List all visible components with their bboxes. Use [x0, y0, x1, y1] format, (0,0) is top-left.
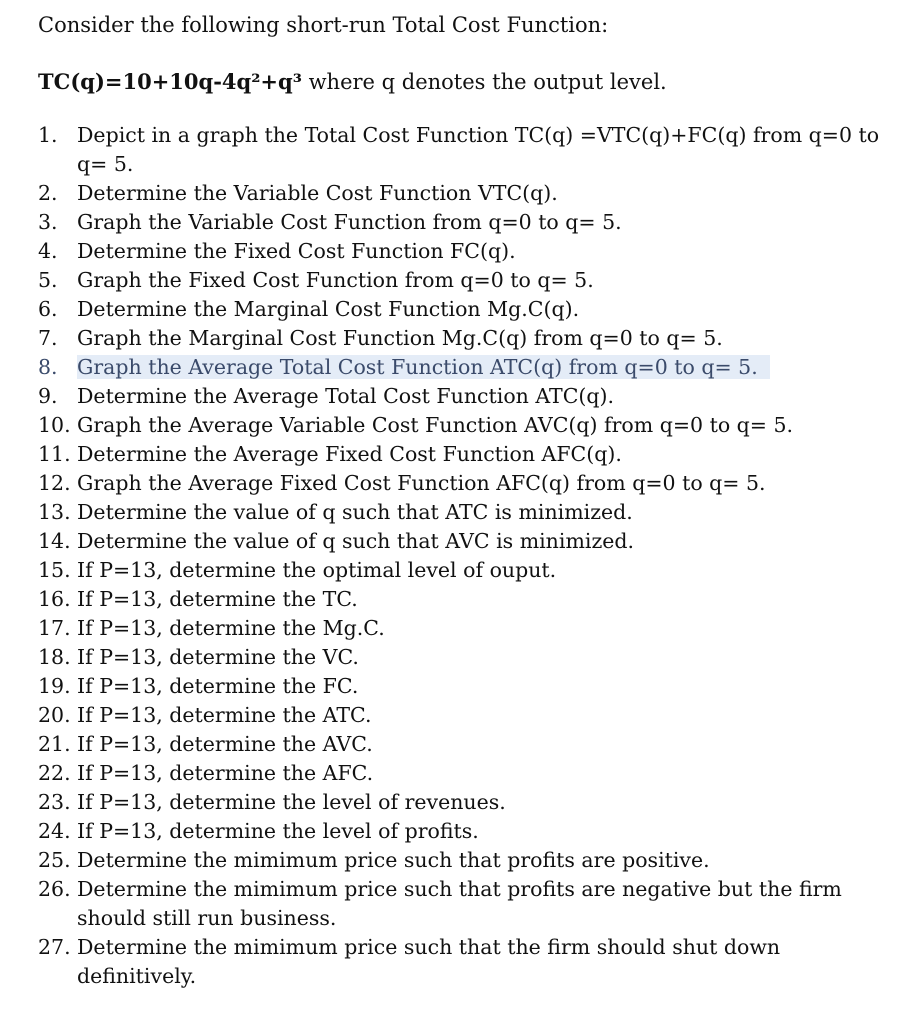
task-number: 3.: [38, 210, 58, 234]
task-list: [38, 121, 888, 991]
task-item: [38, 614, 888, 643]
task-item: [38, 846, 888, 875]
task-number: 21.: [38, 732, 71, 756]
task-text: Determine the mimimum price such that profits are positive.: [77, 848, 710, 872]
task-number: 13.: [38, 500, 71, 524]
task-text: Graph the Variable Cost Function from q=0 to q= 5.: [77, 210, 622, 234]
task-item: [38, 875, 888, 933]
task-number: 19.: [38, 674, 71, 698]
task-number: 12.: [38, 471, 71, 495]
task-text-selected[interactable]: Graph the Average Total Cost Function ATC(q) from q=0 to q= 5.: [77, 355, 770, 379]
task-text: If P=13, determine the level of revenues.: [77, 790, 506, 814]
task-number: 11.: [38, 442, 71, 466]
task-text: Determine the mimimum price such that profits are negative but the firm should still run business.: [77, 877, 842, 930]
task-text: If P=13, determine the AFC.: [77, 761, 374, 785]
task-text: If P=13, determine the TC.: [77, 587, 358, 611]
task-number: 23.: [38, 790, 71, 814]
task-item: [38, 817, 888, 846]
task-item: [38, 701, 888, 730]
task-item: [38, 295, 888, 324]
task-item-selected[interactable]: [38, 353, 888, 382]
task-text: Graph the Average Variable Cost Function AVC(q) from q=0 to q= 5.: [77, 413, 794, 437]
task-text: Depict in a graph the Total Cost Function TC(q) =VTC(q)+FC(q) from q=0 to q= 5.: [77, 123, 880, 176]
task-item: [38, 469, 888, 498]
task-text: If P=13, determine the level of profits.: [77, 819, 479, 843]
task-text: Graph the Average Fixed Cost Function AFC(q) from q=0 to q= 5.: [77, 471, 766, 495]
task-item: [38, 585, 888, 614]
task-number: 27.: [38, 935, 71, 959]
task-item: [38, 759, 888, 788]
task-text: Determine the value of q such that ATC is minimized.: [77, 500, 633, 524]
task-text: If P=13, determine the VC.: [77, 645, 359, 669]
task-number: 10.: [38, 413, 71, 437]
task-item: [38, 527, 888, 556]
task-text: Determine the mimimum price such that the firm should shut down definitively.: [77, 935, 781, 988]
task-number: 18.: [38, 645, 71, 669]
task-text: If P=13, determine the AVC.: [77, 732, 373, 756]
task-number: 25.: [38, 848, 71, 872]
task-number: 2.: [38, 181, 58, 205]
task-item: [38, 730, 888, 759]
task-number: 4.: [38, 239, 58, 263]
task-item: [38, 266, 888, 295]
task-number: 6.: [38, 297, 58, 321]
total-cost-formula: TC(q)=10+10q-4q²+q³: [38, 69, 302, 94]
task-item: [38, 382, 888, 411]
task-item: [38, 324, 888, 353]
task-item: [38, 208, 888, 237]
task-text: If P=13, determine the ATC.: [77, 703, 372, 727]
task-number: 14.: [38, 529, 71, 553]
formula-line: [38, 67, 888, 97]
task-item: [38, 643, 888, 672]
formula-description: where q denotes the output level.: [301, 70, 667, 94]
task-number: 22.: [38, 761, 71, 785]
task-text: Determine the Variable Cost Function VTC(q).: [77, 181, 558, 205]
task-text: Graph the Marginal Cost Function Mg.C(q) from q=0 to q= 5.: [77, 326, 723, 350]
task-number: 17.: [38, 616, 71, 640]
task-number: 7.: [38, 326, 58, 350]
task-item: [38, 788, 888, 817]
task-text: Determine the Average Fixed Cost Function AFC(q).: [77, 442, 622, 466]
task-number: 20.: [38, 703, 71, 727]
task-text: Determine the Fixed Cost Function FC(q).: [77, 239, 516, 263]
task-item: [38, 411, 888, 440]
task-text: Determine the Average Total Cost Function ATC(q).: [77, 384, 615, 408]
task-text: Determine the value of q such that AVC is minimized.: [77, 529, 635, 553]
task-number: 8.: [38, 355, 58, 379]
task-text: Determine the Marginal Cost Function Mg.C(q).: [77, 297, 580, 321]
task-number: 1.: [38, 123, 58, 147]
task-text: If P=13, determine the FC.: [77, 674, 359, 698]
task-number: 26.: [38, 877, 71, 901]
task-number: 9.: [38, 384, 58, 408]
document-page: [38, 10, 888, 991]
task-item: [38, 933, 888, 991]
task-item: [38, 121, 888, 179]
task-number: 16.: [38, 587, 71, 611]
task-item: [38, 498, 888, 527]
task-number: 24.: [38, 819, 71, 843]
task-item: [38, 179, 888, 208]
task-item: [38, 237, 888, 266]
task-number: 5.: [38, 268, 58, 292]
task-item: [38, 556, 888, 585]
task-text: If P=13, determine the Mg.C.: [77, 616, 385, 640]
task-item: [38, 440, 888, 469]
task-item: [38, 672, 888, 701]
intro-text: Consider the following short-run Total Cost Function:: [38, 13, 609, 37]
task-text: Graph the Fixed Cost Function from q=0 to q= 5.: [77, 268, 594, 292]
task-number: 15.: [38, 558, 71, 582]
task-text: If P=13, determine the optimal level of ouput.: [77, 558, 557, 582]
